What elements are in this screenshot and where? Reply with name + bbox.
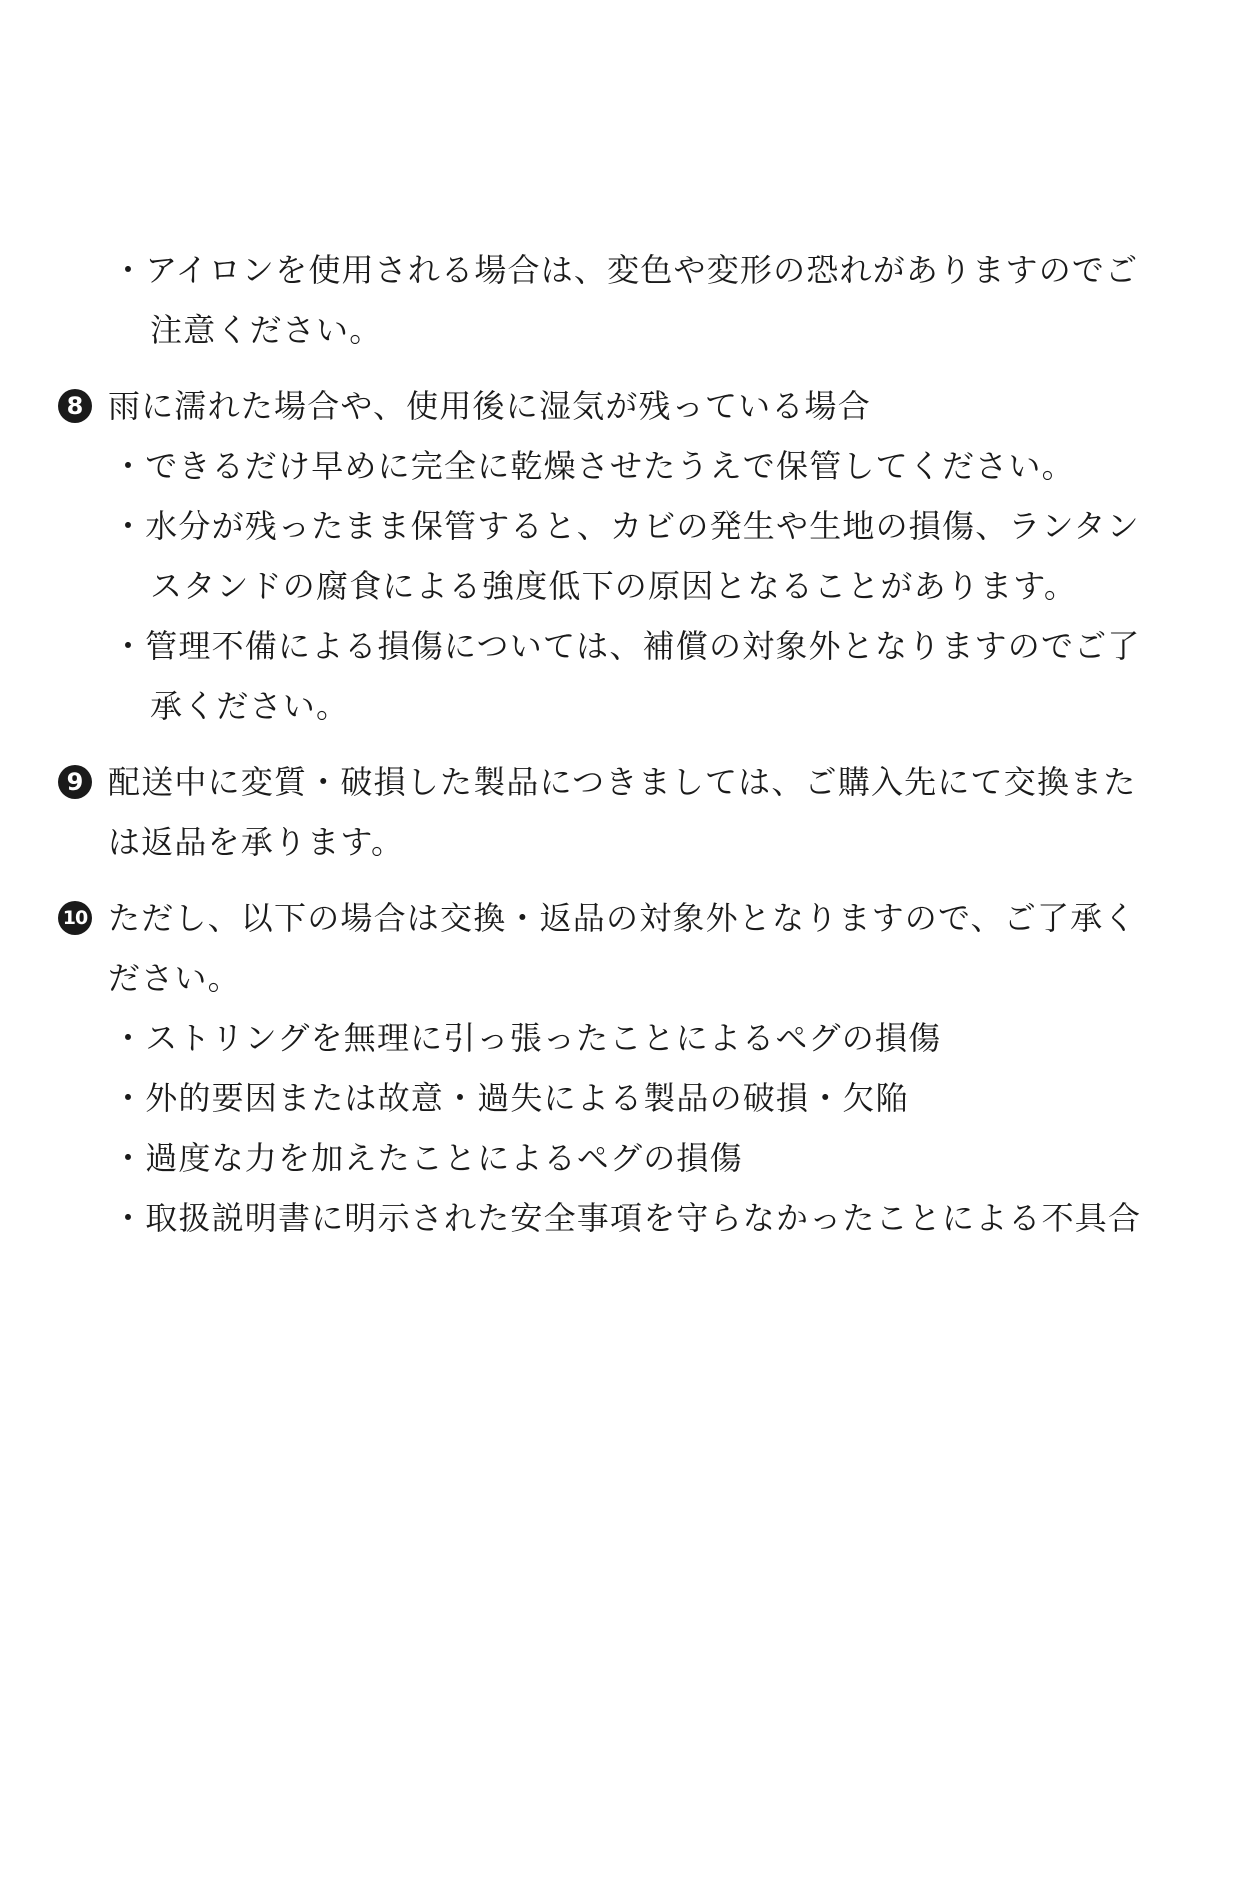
section-10-heading	[0, 888, 1240, 948]
section-8-heading-text: 雨に濡れた場合や、使用後に湿気が残っている場合	[108, 387, 871, 425]
bullet-excessive-force: ・過度な力を加えたことによるペグの損傷	[112, 1139, 743, 1177]
bullet-string-pulled: ・ストリングを無理に引っ張ったことによるペグの損傷	[112, 1019, 942, 1057]
section-9-text-continued: は返品を承ります。	[108, 823, 405, 861]
circled-number-10-icon: 10	[58, 901, 92, 935]
bullet-warranty-exclusion: ・管理不備による損傷については、補償の対象外となりますのでご了	[112, 627, 1141, 665]
manual-page	[0, 240, 1240, 1248]
section-9-text: 配送中に変質・破損した製品につきましては、ご購入先にて交換また	[108, 763, 1137, 801]
bullet-iron-warning-continued: 注意ください。	[150, 311, 383, 349]
section-gap	[0, 872, 1240, 888]
section-gap	[0, 360, 1240, 376]
section-9-heading	[0, 752, 1240, 812]
section-10-text: ただし、以下の場合は交換・返品の対象外となりますので、ご了承く	[108, 899, 1137, 937]
bullet-safety-not-followed: ・取扱説明書に明示された安全事項を守らなかったことによる不具合	[112, 1199, 1142, 1237]
bullet-mold-warning: ・水分が残ったまま保管すると、カビの発生や生地の損傷、ランタン	[112, 507, 1140, 545]
circled-number-9-icon: 9	[58, 765, 92, 799]
bullet-dry-before-storage: ・できるだけ早めに完全に乾燥させたうえで保管してください。	[112, 447, 1075, 485]
bullet-warranty-exclusion-continued: 承ください。	[150, 687, 350, 725]
section-8	[0, 376, 1240, 736]
bullet-mold-warning-continued: スタンドの腐食による強度低下の原因となることがあります。	[150, 567, 1078, 605]
section-9	[0, 752, 1240, 872]
section-8-heading	[0, 376, 1240, 436]
bullet-external-factors: ・外的要因または故意・過失による製品の破損・欠陥	[112, 1079, 909, 1117]
section-10-text-continued: ださい。	[108, 959, 241, 997]
bullet-iron-warning: ・アイロンを使用される場合は、変色や変形の恐れがありますのでご	[112, 251, 1139, 289]
circled-number-8-icon: 8	[58, 389, 92, 423]
section-gap	[0, 736, 1240, 752]
section-10	[0, 888, 1240, 1248]
section-7-continued	[0, 240, 1240, 360]
